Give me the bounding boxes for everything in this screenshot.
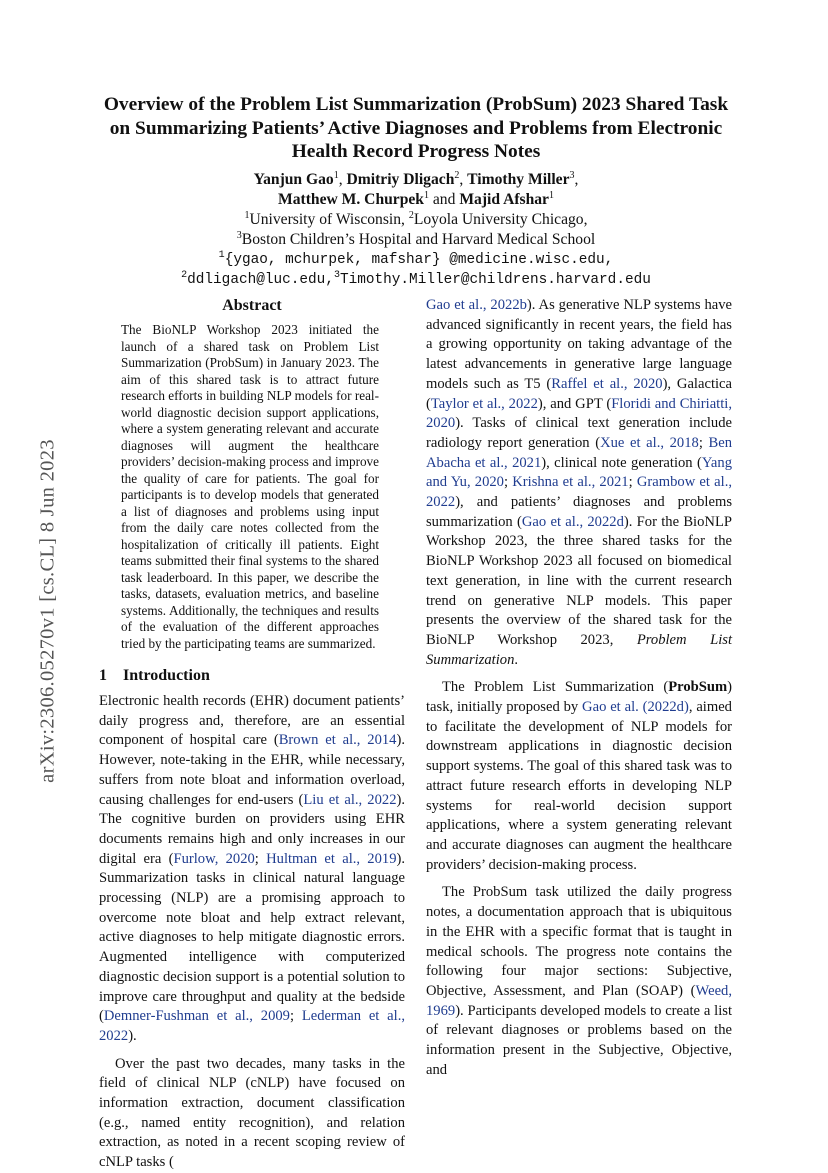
author-line-1: Yanjun Gao$^1$, Dmitriy Dligach$^2$, Timothy Miller$^3$, [253,169,579,188]
author-line-2: Matthew M. Churpek$^1$ and Majid Afshar$^1$ [278,189,554,208]
intro-paragraph-2-continued: Gao et al., 2022b). As generative NLP systems have advanced significantly in recent years, the field has a growing opportunity on taking advantage of the latest advancements in generative large language models such as T5 (Raffel et al., 2020), Galactica (Taylor et al., 2022), and GPT (Floridi and Chiriatti, 2020). Tasks of clinical text generation include radiology report generation (Xue et al., 2018; Ben Abacha et al., 2021), clinical note generation (Yang and Yu, 2020; Krishna et al., 2021; Grambow et al., 2022), and patients’ diagnoses and problems summarization (Gao et al., 2022d). For the BioNLP Workshop 2023, the three shared tasks for the BioNLP Workshop 2023 all focused on biomedical text generation, in line with the current research trend on generative NLP models. This paper presents the overview of the shared task for the BioNLP Workshop 2023, Problem List Summarization. [426,297,733,668]
citation-link[interactable]: Furlow, 2020 [173,850,255,867]
citation-link[interactable]: Lederman et al., 2022 [99,1008,405,1044]
citation-link[interactable]: Brown et al., 2014 [278,732,397,749]
citation-link[interactable]: Demner-Fushman et al., 2009 [103,1008,290,1025]
citation-link[interactable]: Ben Abacha et al., 2021 [426,434,733,471]
arxiv-identifier [18,376,78,846]
email-line-1: $^1${ygao, mchurpek, mafshar} @medicine.wisc.edu, [218,250,614,268]
abstract-text: The BioNLP Workshop 2023 initiated the launch of a shared task on Problem List Summarization (ProbSum) in January 2023. The aim of this shared task is to attract future research efforts in building NLP models for real-world diagnostic decision support applications, where a system generating relevant and accurate diagnoses will augment the healthcare providers’ decision-making process and improve the quality of care for patients. The goal for participants is to develop models that generated a list of diagnoses and problems using input from the daily care notes collected from the hospitalization of critically ill patients. Eight teams submitted their final systems to the shared task leaderboard. In this paper, we describe the tasks, datasets, evaluation metrics, and baseline systems. Additionally, the techniques and results of the evaluation of the different approaches tried by the participating teams are summarized. [121,322,379,651]
citation-link[interactable]: Taylor et al., 2022 [430,395,538,412]
abstract-heading: Abstract [222,297,282,314]
section-heading-introduction [99,666,405,686]
citation-link[interactable]: Liu et al., 2022 [303,791,397,808]
paper-title: Overview of the Problem List Summarization (ProbSum) 2023 Shared Task on Summarizing Patients’ Active Diagnoses and Problems from Electronic Health Record Progress Notes [103,94,729,162]
email-line-2: $^2$ddligach@luc.edu,$^3$Timothy.Miller@childrens.harvard.edu [181,270,651,288]
author-name: Timothy Miller [467,171,570,188]
citation-link[interactable]: Raffel et al., 2020 [551,375,663,392]
intro-paragraph-1: Electronic health records (EHR) document patients’ daily progress and, therefore, are an essential component of hospital care (Brown et al., 2014). However, note-taking in the EHR, while necessary, suffers from note bloat and information overload, causing challenges for end-users (Liu et al., 2022). The cognitive burden on providers using EHR documents remains high and only increases in our digital era (Furlow, 2020; Hultman et al., 2019). Summarization tasks in clinical natural language processing (NLP) are a promising approach to overcome note bloat and help extract relevant, active diagnoses to help mitigate diagnostic errors. Augmented intelligence with computerized diagnostic decision support is a potential solution to improve care throughput and quality at the bedside (Demner-Fushman et al., 2009; Lederman et al., 2022). [99,693,406,1044]
citation-link[interactable]: Gao et al., 2022d [521,513,624,530]
author-block [96,170,736,290]
citation-link[interactable]: Yang and Yu, 2020 [426,454,733,491]
author-name: Matthew M. Churpek [278,191,424,208]
citation-link[interactable]: Krishna et al., 2021 [512,474,629,491]
citation-link[interactable]: Floridi and Chiriatti, 2020 [426,395,732,432]
intro-paragraph-4: The ProbSum task utilized the daily progress notes, a documentation approach that is ubiquitous in the EHR with a specific format that is taught in medical schools. The progress note contains the following four major sections: Subjective, Objective, Assessment, and Plan (SOAP) (Weed, 1969). Participants developed models to create a list of relevant diagnoses or problems based on the information present in the Subjective, Objective, and [426,884,732,1078]
author-name: Yanjun Gao [253,171,334,188]
arxiv-identifier-text: arXiv:2306.05270v1 [cs.CL] 8 Jun 2023 [36,439,59,783]
citation-link[interactable]: Gao et al. (2022d) [582,699,689,716]
right-column [426,296,732,1080]
section-title: Introduction [123,667,210,684]
citation-link[interactable]: Hultman et al., 2019 [266,850,397,867]
affiliation-line-1: $^1$University of Wisconsin, $^2$Loyola University Chicago, [244,209,588,228]
citation-link[interactable]: Xue et al., 2018 [600,434,699,451]
citation-link[interactable]: Grambow et al., 2022 [426,474,732,511]
left-column [99,296,405,1173]
intro-paragraph-2: Over the past two decades, many tasks in the field of clinical NLP (cNLP) have focused on information extraction, document classification (e.g., named entity recognition), and relation extraction, as noted in a recent scoping review of cNLP tasks ( [99,1055,405,1171]
affiliation-line-2: $^3$Boston Children’s Hospital and Harvard Medical School [236,229,596,248]
section-number: 1 [99,667,107,684]
intro-paragraph-3: The Problem List Summarization (ProbSum) task, initially proposed by Gao et al. (2022d), aimed to facilitate the development of NLP models for downstream applications in diagnostic decision support systems. The goal of this shared task was to attract future research efforts in developing NLP systems for real-world decision support applications, where a system generating relevant and accurate diagnoses can augment the healthcare providers’ decision-making process. [426,679,732,873]
author-conjunction: and [432,191,456,208]
citation-link[interactable]: Gao et al., 2022b [426,297,527,313]
author-name: Majid Afshar [459,191,549,208]
citation-link[interactable]: Weed, 1969 [426,982,732,1019]
author-name: Dmitriy Dligach [346,171,455,188]
